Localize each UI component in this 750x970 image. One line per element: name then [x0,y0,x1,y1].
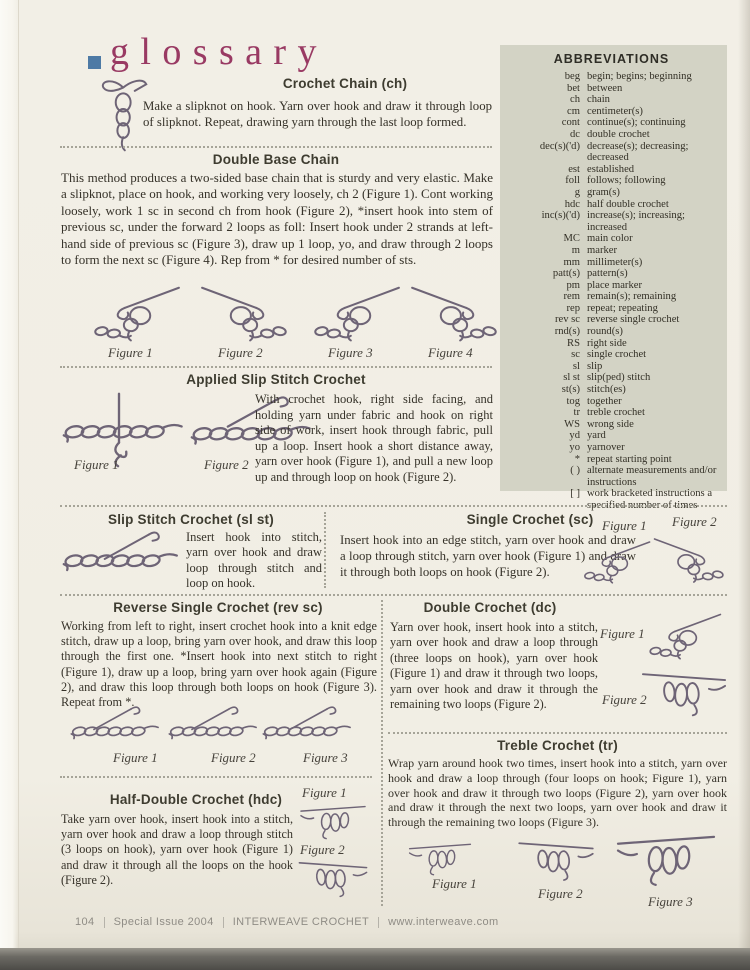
section-body-double-base-chain: This method produces a two-sided base chain that is sturdy and very elastic. Make a slipknot, place on hook, and working very loosely, ch 2 (Figure 1). Cont working loosely, work 1 sc in second ch from hook (Figure 2), *insert hook into stem of previous sc, under the forward 2 loops as foll: Insert hook under 2 strands at left-hand side of previous sc (Figure 3), draw up 1 loop, yo, and draw through 2 loops to form the next sc (Figure 4). Rep from * for desired number of sts. [61,170,493,268]
abbreviation-meaning: repeat; repeating [587,302,658,314]
abbreviation-row [504,349,719,361]
abbreviation-meaning: begin; begins; beginning [587,71,692,82]
hdc-figure1-illustration [292,802,374,842]
slip-stitch-hook [96,524,168,562]
abbreviation-meaning: gram(s) [587,186,620,198]
abbreviation-row [504,71,719,83]
abbreviation-term: [ ] [570,488,580,500]
abbreviation-row [504,384,719,396]
abbreviation-meaning: increase(s); increasing; increased [587,210,685,233]
figure-label: Figure 2 [602,692,647,707]
abbreviation-term: rep [566,302,580,314]
abbreviation-term: m [571,244,580,256]
page-right-edge [738,0,750,950]
figure-label: Figure 3 [648,894,693,909]
abbreviation-meaning: treble crochet [587,407,645,419]
section-title-crochet-chain: Crochet Chain (ch) [282,76,408,91]
dotted-divider [60,366,492,368]
abbreviation-meaning: chain [587,94,610,106]
abbreviation-meaning: stitch(es) [587,384,626,396]
abbreviation-term: bet [567,82,580,94]
abbreviation-meaning: between [587,82,623,94]
section-title-applied-slip-stitch: Applied Slip Stitch Crochet [186,372,366,387]
abbreviation-row [504,106,719,118]
abbreviation-meaning: continue(s); continuing [587,117,686,129]
dc-figure2-illustration [640,668,728,720]
footer-separator [104,917,105,928]
abbreviation-row [504,94,719,106]
abbreviation-term: rnd(s) [554,326,580,338]
abbreviation-row [504,129,719,141]
figure-label: Figure 2 [204,457,249,472]
figure-label: Figure 2 [211,750,256,765]
abbreviation-row [504,430,719,442]
dc-figure1-illustration [640,608,728,660]
section-body-half-double-crochet: Take yarn over hook, insert hook into a stitch, yarn over hook and draw a loop through stitch (3 loops on hook), yarn over hook (Figure 1) and draw it through all the loops on the hook (Figure 2). [61,812,293,887]
figure-label: Figure 1 [432,876,477,891]
abbreviation-meaning: follows; following [587,175,666,187]
abbreviation-row [504,326,719,338]
abbreviation-term: beg [564,71,580,82]
dotted-divider-vertical [324,512,326,588]
abbreviations-box [500,45,727,511]
abbreviation-term: cont [561,117,580,129]
abbreviation-term: dc [570,128,580,140]
abbreviation-meaning: pattern(s) [587,268,628,280]
abbreviation-term: * [574,453,580,465]
tr-figure1-illustration [390,840,490,878]
footer-issue: Special Issue 2004 [113,916,214,928]
abbreviation-row [504,407,719,419]
abbreviation-term: st(s) [561,384,580,396]
double-base-chain-figure1-illustration [88,280,183,342]
abbreviation-meaning: alternate measurements and/or instructions [587,465,717,488]
section-title-reverse-single-crochet: Reverse Single Crochet (rev sc) [113,600,323,615]
dotted-divider-vertical [381,600,383,906]
tr-figure3-illustration [614,830,718,890]
figure-label: Figure 1 [113,750,158,765]
figure-label: Figure 2 [672,514,717,529]
abbreviation-term: yd [569,430,580,442]
abbreviation-meaning: main color [587,233,633,245]
figure-label: Figure 1 [602,518,647,533]
abbreviation-term: est [568,163,580,175]
abbreviation-term: rev sc [555,314,580,326]
abbreviation-term: sl [572,360,580,372]
abbreviation-meaning: centimeter(s) [587,105,643,117]
abbreviation-term: tog [566,395,580,407]
abbreviation-term: rem [563,291,580,303]
abbreviation-row [504,257,719,269]
figure-label: Figure 2 [300,842,345,857]
figure-label: Figure 1 [108,345,153,360]
page-left-edge [0,0,19,950]
section-body-single-crochet: Insert hook into an edge stitch, yarn over hook and draw a loop through stitch, yarn over hook (Figure 1) and draw it through both loops on hook (Figure 2). [340,533,636,579]
abbreviation-term: cm [567,105,580,117]
page-bottom-shadow [0,948,750,970]
abbreviation-meaning: round(s) [587,326,623,338]
abbreviation-term: ( ) [570,465,580,477]
tr-figure2-illustration [506,838,606,884]
abbreviation-term: dec(s)('d) [539,140,580,152]
dotted-divider [60,146,492,148]
abbreviation-term: inc(s)('d) [541,210,580,222]
abbreviation-row [504,465,719,488]
abbreviation-row [504,199,719,211]
dotted-divider [60,505,727,507]
abbreviation-term: WS [564,418,580,430]
footer-magazine: INTERWEAVE CROCHET [232,916,370,928]
figure-label: Figure 1 [600,626,645,641]
abbreviation-meaning: marker [587,244,617,256]
abbreviation-row [504,396,719,408]
abbreviation-term: sc [571,349,580,361]
footer-website: www.interweave.com [388,916,499,928]
abbreviation-row [504,268,719,280]
abbreviation-meaning: reverse single crochet [587,314,680,326]
rev-sc-figure2-hook [186,700,244,732]
abbreviation-meaning: place marker [587,279,642,291]
rev-sc-figure3-hook [284,700,342,732]
abbreviation-term: sl st [563,372,580,384]
double-base-chain-figure4-illustration [408,280,503,342]
abbreviation-meaning: decrease(s); decreasing; decreased [587,140,689,164]
abbreviation-row [504,454,719,466]
abbreviation-row [504,303,719,315]
section-body-applied-slip-stitch: With crochet hook, right side facing, and holding yarn under fabric and hook on right side of work, insert hook through fabric, pull up a loop. Insert hook a short distance away, yarn over hook (Figure 1), and pull a new loop up and through loop on hook (Figure 2). [255,392,493,484]
abbreviation-row [504,442,719,454]
abbreviation-row [504,141,719,164]
abbreviation-meaning: repeat starting point [587,453,672,465]
section-title-single-crochet: Single Crochet (sc) [466,512,594,527]
section-body-reverse-single-crochet: Working from left to right, insert crochet hook into a knit edge stitch, draw up a loop, bring yarn over hook, and draw this loop through the first one. *Insert hook into next stitch to right (Figure 1), draw up a loop, bring yarn over hook again (Figure 2), and draw this loop through both loops on hook (Figure 3). Repeat from *. [61,619,377,710]
abbreviation-meaning: established [587,163,635,175]
abbreviation-row [504,419,719,431]
abbreviation-row [504,187,719,199]
title-bullet-square [88,56,101,69]
figure-label: Figure 3 [328,345,373,360]
double-base-chain-figure2-illustration [198,280,293,342]
abbreviation-row [504,233,719,245]
section-title-treble-crochet: Treble Crochet (tr) [497,738,618,753]
abbreviation-meaning: right side [587,337,627,349]
footer-page-number: 104 [75,916,95,928]
abbreviation-term: yo [569,442,580,453]
abbreviation-term: ch [570,94,580,106]
abbreviation-meaning: remain(s); remaining [587,291,677,303]
abbreviation-meaning: slip(ped) stitch [587,372,651,384]
rev-sc-figure1-hook [88,700,146,732]
dotted-divider [60,594,727,596]
section-title-double-base-chain: Double Base Chain [212,152,340,167]
abbreviation-row [504,210,719,233]
page-title: glossary [110,31,328,73]
abbreviation-row [504,83,719,95]
footer-separator [378,917,379,928]
abbreviation-meaning: yarnover [587,442,625,453]
single-crochet-figure2-illustration [652,530,728,586]
dotted-divider [60,776,372,778]
abbreviation-row [504,164,719,176]
single-crochet-figure1-illustration [580,534,652,586]
abbreviations-list [504,71,719,512]
abbreviation-row [504,117,719,129]
abbreviation-term: foll [565,175,580,187]
abbreviation-term: pm [566,279,580,291]
abbreviation-term: tr [573,407,580,419]
section-body-treble-crochet: Wrap yarn around hook two times, insert hook into a stitch, yarn over hook and draw a loop through (four loops on hook; Figure 1), yarn over hook and draw it through two loops (Figure 2), yarn over hook and draw it through the next two loops, yarn over hook and draw it through the remaining two loops (Figure 3). [388,756,727,830]
figure-label: Figure 1 [302,785,347,800]
abbreviation-row [504,372,719,384]
dotted-divider [388,732,727,734]
abbreviation-meaning: half double crochet [587,198,669,210]
abbreviation-term: RS [567,337,580,349]
abbreviation-row [504,338,719,350]
abbreviation-meaning: yard [587,430,606,442]
abbreviation-term: MC [563,233,580,245]
abbreviation-meaning: double crochet [587,128,650,140]
section-title-slip-stitch: Slip Stitch Crochet (sl st) [108,512,274,527]
abbreviation-meaning: together [587,395,622,407]
section-body-slip-stitch: Insert hook into stitch, yarn over hook and draw loop through stitch and loop on hook. [186,530,322,591]
abbreviation-meaning: work bracketed instructions a specified number of times [587,488,713,511]
figure-label: Figure 3 [303,750,348,765]
abbreviations-title: ABBREVIATIONS [553,52,670,66]
page-footer [75,916,499,928]
abbreviation-term: mm [563,256,580,268]
abbreviation-meaning: single crochet [587,349,647,361]
abbreviation-meaning: wrong side [587,418,634,430]
double-base-chain-figure3-illustration [308,280,403,342]
figure-label: Figure 4 [428,345,473,360]
section-title-half-double-crochet: Half-Double Crochet (hdc) [109,792,283,807]
abbreviation-row [504,280,719,292]
abbreviation-row [504,291,719,303]
footer-separator [223,917,224,928]
abbreviation-term: hdc [564,198,580,210]
abbreviation-row [504,314,719,326]
section-title-double-crochet: Double Crochet (dc) [423,600,557,615]
abbreviation-row [504,488,719,511]
figure-label: Figure 1 [74,457,119,472]
abbreviation-row [504,175,719,187]
abbreviation-term: g [574,186,580,198]
abbreviation-term: patt(s) [552,268,580,280]
abbreviation-meaning: millimeter(s) [587,256,643,268]
figure-label: Figure 2 [218,345,263,360]
abbreviation-row [504,361,719,373]
abbreviation-meaning: slip [587,360,603,372]
section-body-double-crochet: Yarn over hook, insert hook into a stitch, yarn over hook and draw a loop through (three loops on hook), yarn over hook (Figure 1) and draw it through two loops, yarn over hook and draw it through the remaining two loops (Figure 2). [390,620,598,712]
hdc-figure2-illustration [292,858,374,900]
abbreviation-row [504,245,719,257]
section-body-crochet-chain: Make a slipknot on hook. Yarn over hook and draw it through loop of slipknot. Repeat, drawing yarn through the last loop formed. [143,99,492,129]
figure-label: Figure 2 [538,886,583,901]
